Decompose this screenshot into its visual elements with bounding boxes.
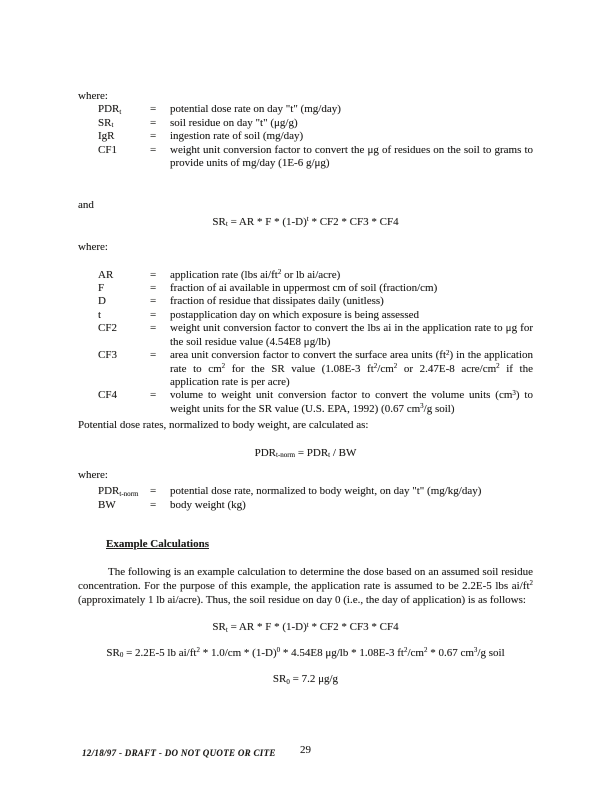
definition-text: ingestion rate of soil (mg/day) — [170, 130, 304, 143]
equals-sign: = — [150, 498, 157, 511]
definition-text: weight unit conversion factor to convert the lbs ai in the application rate to μg for the soil residue value (4.54E8 μg/lb) — [170, 322, 533, 348]
definition-list-2 — [78, 269, 533, 416]
definition-text: volume to weight unit conversion factor to convert the volume units $(cm^3)$ to weight units for the SR value (U.S. EPA, 1992) (0.67 $cm^3/g$ soil) — [170, 388, 533, 415]
definition-term: $PDR_t$ — [98, 103, 122, 116]
definition-text: potential dose rate, normalized to body weight, on day "t" (mg/kg/day) — [170, 485, 482, 498]
formula-soil-residue-repeat: $SR_t$ = AR * F * $(1-D)^t * CF2 * CF3 * CF4$ — [212, 620, 399, 634]
definition-text: weight unit conversion factor to convert the μg of residues on the soil to grams to provide units of mg/day (1E-6 g/μg) — [170, 143, 533, 170]
definition-row — [78, 144, 533, 171]
definition-term: AR — [98, 268, 114, 281]
where-label-2: where: — [78, 241, 108, 254]
where-label-1: where: — [78, 90, 108, 102]
definition-text: postapplication day on which exposure is being assessed — [170, 308, 419, 321]
definition-row — [78, 295, 533, 308]
equals-sign: = — [150, 282, 157, 295]
equals-sign: = — [150, 116, 157, 129]
definition-term: $SR_t$ — [98, 116, 114, 130]
page-content — [78, 90, 533, 687]
definition-text: fraction of residue that dissipates daily (unitless) — [170, 295, 384, 308]
formula-sr0-result: $SR_0 = 7.2$ μg/g — [272, 673, 339, 686]
footer-page-number: 29 — [300, 744, 311, 756]
formula-pdr-normalized: $PDR_{t-norm} = PDR_t$ / BW — [254, 446, 357, 460]
definition-text: potential dose rate on day "t" (mg/day) — [170, 103, 341, 116]
definition-term: CF4 — [98, 389, 117, 402]
definition-text: soil residue on day "t" (μg/g) — [170, 116, 298, 129]
definition-term: CF3 — [98, 349, 117, 362]
definition-row — [78, 130, 533, 143]
definition-row — [78, 322, 533, 349]
definition-term: CF1 — [98, 143, 117, 156]
definition-term: IgR — [98, 130, 115, 143]
definition-row — [78, 282, 533, 295]
equals-sign: = — [150, 308, 157, 321]
definition-row — [78, 269, 533, 282]
equals-sign: = — [150, 130, 157, 143]
definition-row — [78, 103, 533, 116]
definition-text: area unit conversion factor to convert the surface area units $(ft^2)$ in the application rate to $cm^2$ for the SR value (1.08E-3 $ft^2/cm^2$ or 2.47E-8 acre/$cm^2$ if the application rate is per acre) — [170, 348, 534, 388]
equals-sign: = — [150, 143, 157, 156]
definition-row — [78, 485, 533, 498]
definition-row — [78, 349, 533, 389]
definition-row — [78, 309, 533, 322]
definition-term: BW — [98, 498, 116, 511]
footer-draft-notice: 12/18/97 - DRAFT - DO NOT QUOTE OR CITE — [82, 748, 276, 758]
definition-row — [78, 117, 533, 130]
definition-text: body weight (kg) — [170, 498, 246, 511]
formula-soil-residue: $SR_t$ = AR * F * $(1-D)^t * CF2 * CF3 * CF4$ — [212, 215, 399, 229]
example-calculations-heading: Example Calculations — [106, 538, 209, 551]
potential-dose-paragraph: Potential dose rates, normalized to body weight, are calculated as: — [78, 419, 369, 432]
definition-list-1 — [78, 103, 533, 170]
equals-sign: = — [150, 103, 157, 116]
definition-term: CF2 — [98, 322, 117, 335]
equals-sign: = — [150, 322, 157, 335]
equals-sign: = — [150, 295, 157, 308]
definition-term: F — [98, 282, 105, 295]
definition-term: $PDR_{t-norm}$ — [98, 485, 139, 498]
and-label: and — [78, 199, 94, 212]
where-label-3: where: — [78, 468, 108, 481]
equals-sign: = — [150, 349, 157, 362]
definition-term: t — [98, 308, 102, 321]
equals-sign: = — [150, 389, 157, 402]
definition-list-3 — [78, 485, 533, 512]
definition-term: D — [98, 295, 106, 308]
definition-row — [78, 389, 533, 416]
equals-sign: = — [150, 268, 157, 281]
definition-text: application rate (lbs $ai/ft^2$ or lb ai/acre) — [170, 268, 341, 281]
definition-text: fraction of ai available in uppermost cm of soil (fraction/cm) — [170, 282, 438, 295]
formula-sr0-expanded: $SR_0 = 2.2E-5$ lb $ai/ft^2 * 1.0/cm * (1-D)^0 * 4.54E8$ μg/lb * 1.08E-3 $ft^2/cm^2 * 0.67$ $cm^3/g$ soil — [106, 646, 505, 660]
example-paragraph: The following is an example calculation to determine the dose based on an assumed soil residue concentration. For the purpose of this example, the application rate is assumed to be 2.2E-5 lbs $ai/ft^2$ (approximately 1 lb ai/acre). Thus, the soil residue on day 0 (i.e., the day of application) is as follows: — [78, 565, 533, 607]
definition-row — [78, 499, 533, 512]
equals-sign: = — [150, 485, 157, 498]
